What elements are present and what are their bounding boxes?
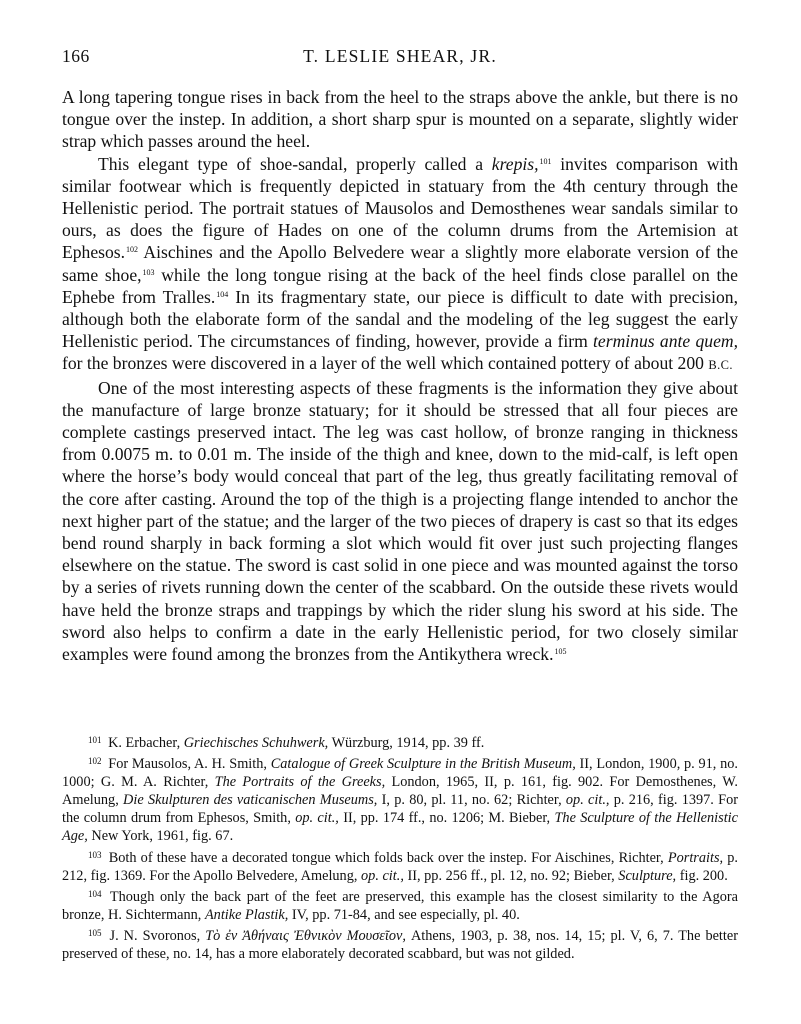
- footnote-101: [62, 731, 738, 752]
- footnote-number: 101: [88, 735, 102, 745]
- text-run: for the bronzes were discovered in a layer of the well which contained pottery of about 200: [62, 353, 709, 374]
- footnote-104: [62, 885, 738, 924]
- text-run: For Mausolos, A. H. Smith,: [104, 756, 271, 773]
- italic-title: Die Skulpturen des vaticanischen Museums,: [123, 792, 378, 809]
- italic-title: Portraits,: [667, 849, 724, 866]
- text-run: II, London, 1900, p. 91, no. 1000; G. M. A. Richter,: [62, 756, 738, 791]
- text-run: invites comparison with similar footwear which is frequently depicted in statuary from the 4th century through the Hellenistic period. The portrait statues of Mausolos and Demosthenes wear sandals similar to ours, as does the figure of Hades on one of the column drums from the Artemision at Ephesos.: [62, 153, 738, 263]
- text-run: Aischines and the Apollo Belvedere wear a slightly more elaborate version of the same shoe,: [62, 242, 738, 285]
- paragraph-1: A long tapering tongue rises in back from the heel to the straps above the ankle, but there is no tongue over the instep. In addition, a short sharp spur is mounted on a separate, slightly wider strap which passes around the heel.: [62, 87, 738, 152]
- footnote-ref-103[interactable]: 103: [142, 267, 155, 277]
- text-run: p. 216, fig. 1397. For the column drum from Ephesos, Smith,: [62, 792, 739, 827]
- text-run: K. Erbacher,: [104, 735, 184, 751]
- text-run: II, pp. 256 ff., pl. 12, no. 92; Bieber,: [403, 867, 619, 884]
- era-abbreviation: B.C.: [708, 358, 733, 373]
- text-run: J. N. Svoronos,: [104, 927, 206, 944]
- italic-title: Griechisches Schuhwerk,: [183, 735, 329, 751]
- paragraph-3: [62, 377, 738, 666]
- main-text: [62, 86, 738, 665]
- footnote-number: 104: [88, 888, 102, 899]
- text-run: IV, pp. 71-84, and see especially, pl. 40.: [288, 906, 520, 923]
- italic-title: Τὸ ἐν Ἀθήναις Ἐθνικὸν Μουσεῖον,: [205, 927, 406, 944]
- footnote-ref-105[interactable]: 105: [554, 647, 567, 657]
- italic-title: Antike Plastik,: [204, 906, 289, 923]
- text-run: Würzburg, 1914, pp. 39 ff.: [328, 735, 485, 751]
- italic-title: op. cit.,: [361, 867, 404, 884]
- text-run: Though only the back part of the feet are preserved, this example has the closest similarity to the Agora bronze, H. Sichtermann,: [62, 888, 738, 923]
- text-run: I, p. 80, pl. 11, no. 62; Richter,: [377, 792, 566, 809]
- italic-title: op. cit.,: [295, 810, 339, 827]
- italic-title: The Sculpture of the Hellenistic Age,: [62, 810, 738, 845]
- italic-title: Sculpture,: [618, 867, 677, 884]
- footnote-number: 103: [88, 849, 102, 860]
- running-head: T. LESLIE SHEAR, JR.: [303, 46, 497, 66]
- italic-term: terminus ante quem,: [593, 331, 738, 352]
- text-run: London, 1965, II, p. 161, fig. 902. For Demosthenes, W. Amelung,: [62, 774, 739, 809]
- text-run: This elegant type of shoe-sandal, properly called a: [98, 153, 492, 174]
- text-run: One of the most interesting aspects of these fragments is the information they give about the manufacture of large bronze statuary; for it should be stressed that all four pieces are complete castings preserved intact. The leg was cast hollow, of bronze ranging in thickness from 0.0075 m. to 0.01 m. The inside of the thigh and knee, down to the mid-calf, is left open where the horse’s body would conceal that part of the leg, thus greatly facilitating removal of the core after casting. Around the top of the thigh is a projecting flange intended to anchor the next higher part of the statue; and the larger of the two pieces of drapery is cast so that its edges bend round sharply in back forming a slot which would fit over just such projecting flanges elsewhere on the statue. The sword is cast solid in one piece and was mounted against the torso by a series of rivets running down the center of the scabbard. On the outside these rivets would have held the bronze straps and trappings by which the rider slung his sword at his side. The sword also helps to confirm a date in the early Hellenistic period, for two closely similar examples were found among the bronzes from the Antikythera wreck.: [62, 377, 738, 665]
- text-run: Athens, 1903, p. 38, nos. 14, 15; pl. V, 6, 7. The better preserved of these, no. 14, has a more elaborately decorated scabbard, but was not gilded.: [62, 927, 738, 963]
- footnotes: [62, 731, 738, 963]
- footnote-102: [62, 752, 738, 845]
- italic-title: Catalogue of Greek Sculpture in the British Museum,: [270, 756, 576, 773]
- paragraph-2: [62, 153, 738, 377]
- italic-title: op. cit.,: [565, 792, 610, 809]
- footnote-ref-104[interactable]: 104: [216, 289, 229, 299]
- page-number: 166: [62, 46, 90, 66]
- footnote-number: 105: [88, 927, 102, 938]
- text-run: while the long tongue rising at the back of the heel finds close parallel on the Ephebe from Tralles.: [62, 264, 738, 307]
- italic-term: krepis,: [491, 153, 539, 174]
- footnote-105: [62, 924, 738, 963]
- text-run: II, pp. 174 ff., no. 1206; M. Bieber,: [338, 810, 555, 827]
- footnote-ref-102[interactable]: 102: [126, 245, 139, 255]
- text-run: Both of these have a decorated tongue which folds back over the instep. For Aischines, Richter,: [104, 849, 668, 866]
- footnote-103: [62, 846, 738, 885]
- footnote-number: 102: [88, 756, 102, 767]
- journal-page: [62, 0, 738, 1024]
- italic-title: The Portraits of the Greeks,: [214, 774, 386, 791]
- page-header: [62, 46, 738, 72]
- text-run: In its fragmentary state, our piece is difficult to date with precision, although both the elaborate form of the sandal and the modeling of the leg suggest the early Hellenistic period. The circumstances of finding, however, provide a firm: [62, 286, 739, 352]
- footnote-ref-101[interactable]: 101: [539, 156, 552, 166]
- text-run: p. 212, fig. 1369. For the Apollo Belvedere, Amelung,: [62, 849, 739, 884]
- text-run: New York, 1961, fig. 67.: [87, 828, 234, 845]
- text-run: fig. 200.: [676, 867, 728, 884]
